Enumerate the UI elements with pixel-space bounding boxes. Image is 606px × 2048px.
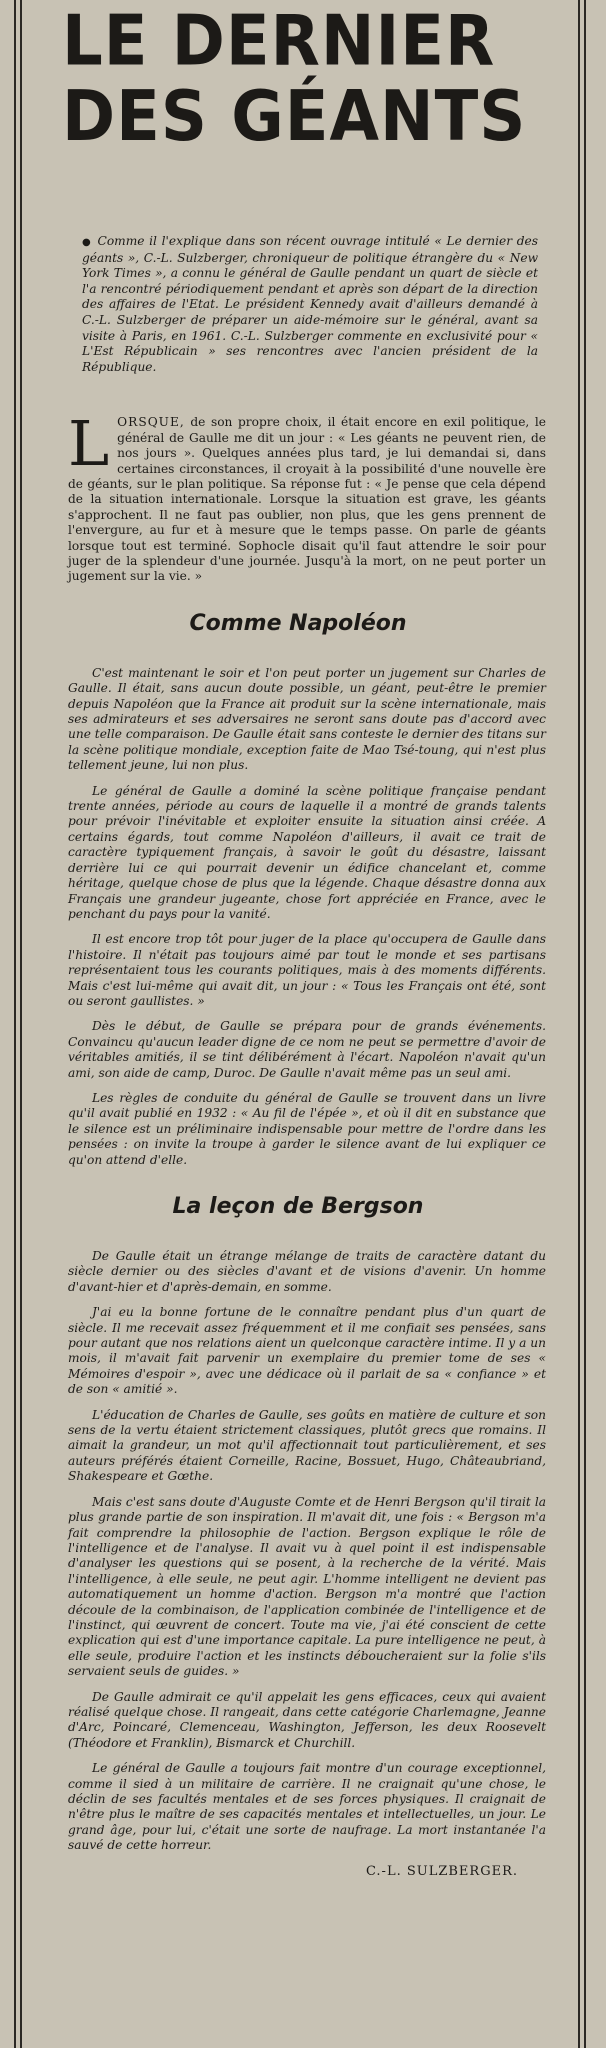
paragraph: Le général de Gaulle a toujours fait montre d'un courage exceptionnel, comme il sied à un militaire de carrière. Il ne craignait qu'une chose, le déclin de ses facultés mentales et de ses forces physiques. Il craignait de n'être plus le maître de ses capacités mentales et intellectuelles, un jour. Le grand âge, pour lui, c'était une sorte de naufrage. La mort instantanée l'a sauvé de cette horreur. [68,1761,546,1853]
drop-cap: L [68,407,110,481]
section-heading-napoleon: Comme Napoléon [189,610,407,636]
paragraph: De Gaulle était un étrange mélange de traits de caractère datant du siècle dernier ou des siècles d'avant et de visions d'avenir. Un homme d'avant-hier et d'après-demain, en somme. [68,1249,546,1294]
intro-lead-word: ORSQUE, [117,415,185,430]
lede-text: Comme il l'explique dans son récent ouvrage intitulé « Le dernier des géants », C.-L. Sulzberger, chroniqueur de politique étrangère du « New York Times », a connu le général de Gaulle pendant un quart de siècle et l'a rencontré périodiquement pendant et après son départ de la direction des affaires de l'Etat. Le président Kennedy avait d'ailleurs demandé à C.-L. Sulzberger de préparer un aide-mémoire sur le général, avant sa visite à Paris, en 1961. C.-L. Sulzberger commente en exclusivité pour « L'Est Républicain » ses rencontres avec l'ancien président de la République. [82,234,538,374]
headline-line-2: DES GÉANTS [62,77,527,158]
article-lede [82,234,538,375]
paragraph: Le général de Gaulle a dominé la scène politique française pendant trente années, période au cours de laquelle il a montré de grands talents pour prévoir l'inévitable et exploiter ensuite la situation ainsi créée. A certains égards, tout comme Napoléon d'ailleurs, il avait ce trait de caractère typiquement français, à savoir le goût du désastre, laissant derrière lui ce qui pourrait devenir un édifice chancelant et, comme héritage, quelque chose de plus que la légende. Chaque désastre donna aux Français une grandeur jugeante, chose fort appréciée en France, avec le penchant du pays pour la vanité. [68,783,546,921]
paragraph: Dès le début, de Gaulle se prépara pour de grands événements. Convaincu qu'aucun leader digne de ce nom ne peut se permettre d'avoir de véritables amitiés, il se tint délibérément à l'écart. Napoléon n'avait qu'un ami, son aide de camp, Duroc. De Gaulle n'avait même pas un seul ami. [68,1019,546,1080]
paragraph: Il est encore trop tôt pour juger de la place qu'occupera de Gaulle dans l'histoire. Il n'était pas toujours aimé par tout le monde et ses partisans représentaient tous les courants politiques, mais à des moments différents. Mais c'est lui-même qui avait dit, un jour : « Tous les Français ont été, sont ou seront gaullistes. » [68,932,546,1008]
right-border-rule-inner [578,0,580,2048]
left-border-rule-inner [20,0,22,2048]
intro-paragraph [68,407,546,584]
paragraph: Mais c'est sans doute d'Auguste Comte et de Henri Bergson qu'il tirait la plus grande partie de son inspiration. Il m'avait dit, une fois : « Bergson m'a fait comprendre la philosophie de l'action. Bergson explique le rôle de l'intelligence et de l'analyse. Il avait vu à quel point il est indispensable d'analyser les questions qui se posent, à la recherche de la vérité. Mais l'intelligence, à elle seule, ne peut agir. L'homme intelligent ne devient pas automatiquement un homme d'action. Bergson m'a montré que l'action découle de la combinaison, de l'application combinée de l'intelligence et de l'instinct, qui œuvrent de concert. Toute ma vie, j'ai été conscient de cette explication qui est d'une importance capitale. La pure intelligence ne peut, à elle seule, produire l'action et les instincts déboucheraient sur la folie s'ils servaient seuls de guides. » [68,1494,546,1679]
article-column [38,0,558,1879]
left-border-rule [14,0,16,2048]
headline-line-1: LE DERNIER [62,1,496,82]
bullet-icon: ● [82,237,92,248]
right-border-rule [584,0,586,2048]
paragraph: Les règles de conduite du général de Gaulle se trouvent dans un livre qu'il avait publié en 1932 : « Au fil de l'épée », et où il dit en substance que le silence est un préliminaire indispensable pour mettre de l'ordre dans les pensées : on invite la troupe à garder le silence avant de lui expliquer ce qu'on attend d'elle. [68,1090,546,1167]
paragraph: De Gaulle admirait ce qu'il appelait les gens efficaces, ceux qui avaient réalisé quelque chose. Il rangeait, dans cette catégorie Charlemagne, Jeanne d'Arc, Poincaré, Clemenceau, Washington, Jefferson, les deux Roosevelt (Théodore et Franklin), Bismarck et Churchill. [68,1689,546,1750]
intro-text: de son propre choix, il était encore en exil politique, le général de Gaulle me dit un jour : « Les géants ne peuvent rien, de nos jours ». Quelques années plus tard, je lui demandai si, dans certaines circonstances, il croyait à la possibilité d'une nouvelle ère de géants, sur le plan politique. Sa réponse fut : « Je pense que cela dépend de la situation internationale. Lorsque la situation est grave, les géants s'approchent. Il ne faut pas oublier, non plus, que les gens prennent de l'envergure, au fur et à mesure que le temps passe. On parle de géants lorsque tout est terminé. Sophocle disait qu'il faut attendre le soir pour juger de la splendeur d'une journée. Jusqu'à la mort, on ne peut porter un jugement sur la vie. » [68,415,546,584]
section-bergson-body [68,1249,546,1854]
article-headline [62,1,558,158]
paragraph: C'est maintenant le soir et l'on peut porter un jugement sur Charles de Gaulle. Il était, sans aucun doute possible, un géant, peut-être le premier depuis Napoléon que la France ait produit sur la scène internationale, mais ses admirateurs et ses adversaires ne seront sans doute pas d'accord avec une telle comparaison. De Gaulle était sans conteste le dernier des titans sur la scène politique mondiale, exception faite de Mao Tsé-toung, qui n'est plus tellement jeune, lui non plus. [68,665,546,773]
section-heading-bergson: La leçon de Bergson [172,1194,424,1219]
paragraph: J'ai eu la bonne fortune de le connaître pendant plus d'un quart de siècle. Il me recevait assez fréquemment et il me confiait ses pensées, sans pour autant que nos relations aient un quelconque caractère intime. Il y a un mois, il m'avait fait parvenir un exemplaire du premier tome de ses « Mémoires d'espoir », avec une dédicace où il parlait de sa « confiance » et de son « amitié ». [68,1305,546,1397]
intro-section [68,407,546,584]
author-signature: C.-L. SULZBERGER. [365,1863,518,1879]
paragraph: L'éducation de Charles de Gaulle, ses goûts en matière de culture et son sens de la vertu étaient strictement classiques, plutôt grecs que romains. Il aimait la grandeur, un mot qu'il affectionnait tout particulièrement, et ses auteurs préférés étaient Corneille, Racine, Bossuet, Hugo, Châteaubriand, Shakespeare et Gœthe. [68,1407,546,1484]
section-napoleon-body [68,666,546,1168]
